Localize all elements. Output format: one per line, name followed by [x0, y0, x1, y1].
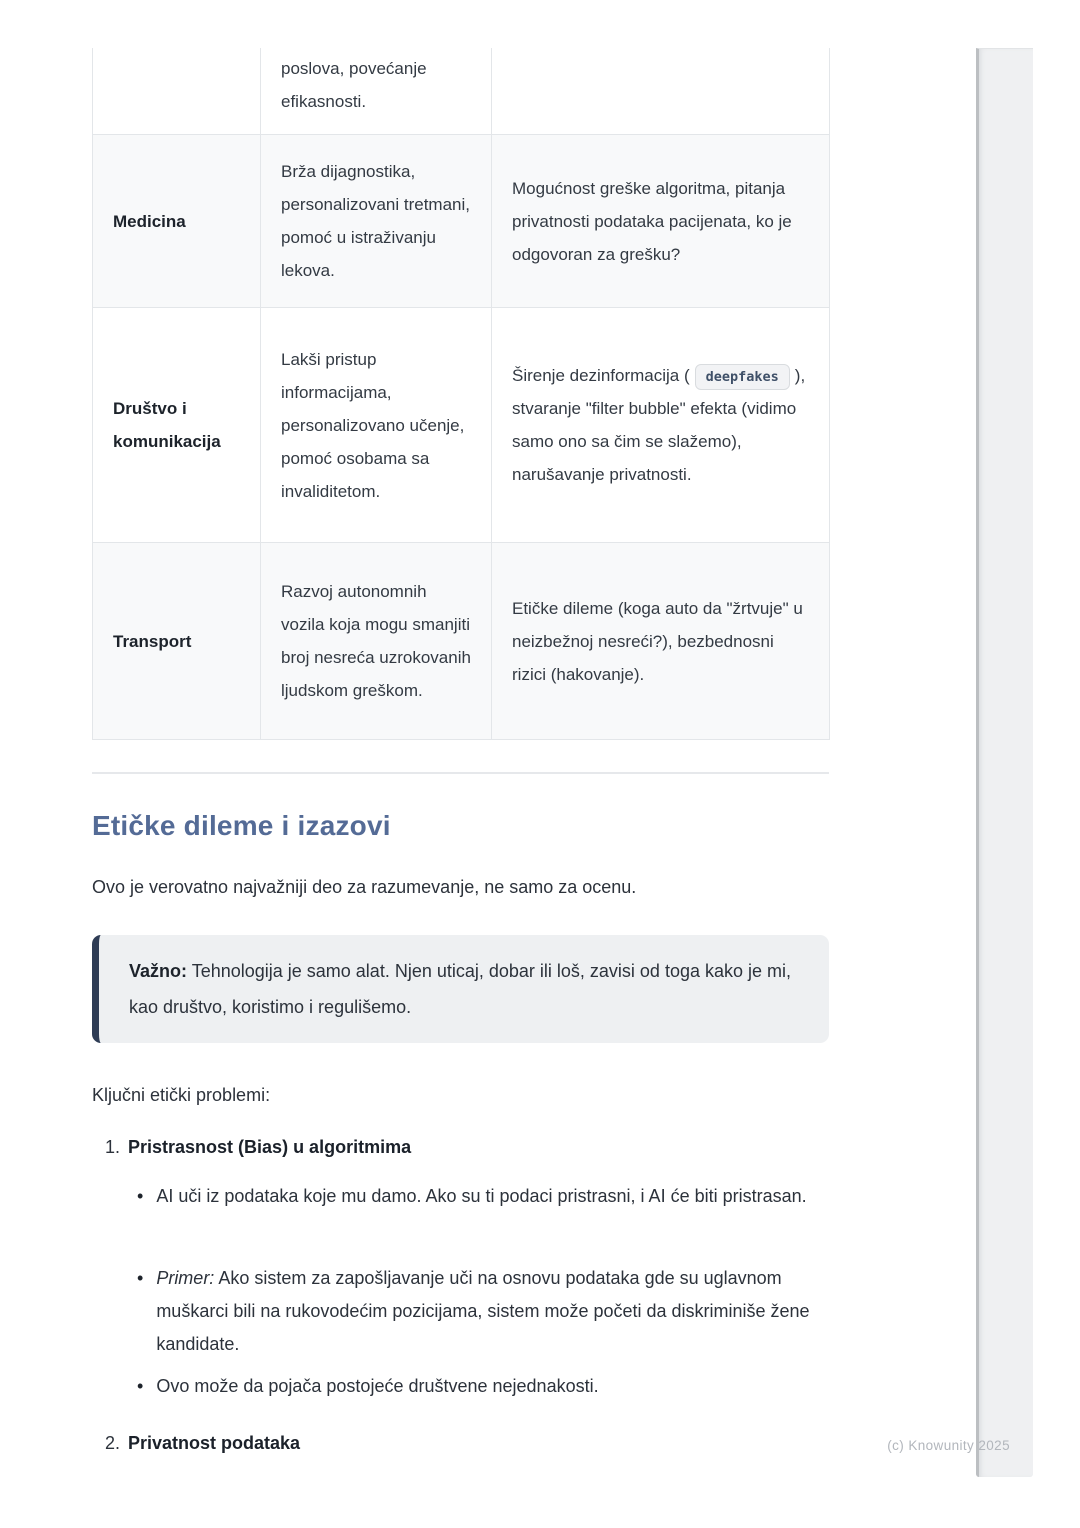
table-row [93, 135, 830, 308]
bullet-icon: • [137, 1186, 144, 1206]
bullet-icon: • [137, 1376, 144, 1396]
list-item [137, 1180, 827, 1213]
table-row [93, 48, 830, 135]
copyright-watermark: (c) Knowunity 2025 [887, 1438, 1010, 1453]
item-title: Privatnost podataka [128, 1433, 301, 1453]
bullet-text [156, 1262, 818, 1361]
bullet-text [156, 1370, 598, 1403]
table-row [93, 308, 830, 543]
table-cell-category: Transport [93, 543, 261, 740]
numbered-item-1 [105, 1132, 845, 1162]
table-cell-risks: Mogućnost greške algoritma, pitanja privatnosti podataka pacijenata, ko je odgovoran za grešku? [492, 135, 830, 308]
inline-code-deepfakes: deepfakes [695, 364, 790, 390]
bullet-lead: Primer: [156, 1268, 215, 1288]
callout-text: Tehnologija je samo alat. Njen uticaj, dobar ili loš, zavisi od toga kako je mi, kao društvo, koristimo i regulišemo. [129, 961, 791, 1017]
item-title: Pristrasnost (Bias) u algoritmima [128, 1137, 412, 1157]
table-cell-risks: Etičke dileme (koga auto da "žrtvuje" u neizbežnoj nesreći?), bezbednosni rizici (hakovanje). [492, 543, 830, 740]
table-cell-category [93, 48, 261, 135]
numbered-item-2 [105, 1428, 845, 1458]
bullet-body: AI uči iz podataka koje mu damo. Ako su ti podaci pristrasni, i AI će biti pristrasan. [156, 1186, 807, 1206]
list-intro: Ključni etički problemi: [92, 1085, 271, 1105]
intro-paragraph: Ovo je verovatno najvažniji deo za razumevanje, ne samo za ocenu. [92, 877, 637, 897]
bullet-text [156, 1180, 806, 1213]
table-cell-category: Medicina [93, 135, 261, 308]
bullet-body: Ako sistem za zapošljavanje uči na osnovu podataka gde su uglavnom muškarci bili na rukovodećim pozicijama, sistem može početi da diskriminiše žene kandidate. [156, 1268, 810, 1354]
section-heading: Etičke dileme i izazovi [92, 810, 391, 841]
important-callout [92, 935, 829, 1043]
ai-impact-table [92, 48, 830, 740]
table-cell-benefits: poslova, povećanje efikasnosti. [261, 48, 492, 135]
table-cell-risks [492, 48, 830, 135]
table-row [93, 543, 830, 740]
table-cell-category: Društvo i komunikacija [93, 308, 261, 543]
bullet-body: Ovo može da pojača postojeće društvene nejednakosti. [156, 1376, 599, 1396]
list-item [137, 1370, 827, 1403]
callout-label: Važno: [129, 961, 188, 981]
risks-text-post: ), stvaranje "filter bubble" efekta (vidimo samo ono sa čim se slažemo), narušavanje privatnosti. [512, 366, 806, 484]
item-number: 1. [105, 1137, 121, 1157]
table-cell-benefits: Lakši pristup informacijama, personalizovano učenje, pomoć osobama sa invaliditetom. [261, 308, 492, 543]
section-divider [92, 772, 829, 774]
bullet-icon: • [137, 1268, 144, 1288]
list-item [137, 1262, 827, 1361]
table-cell-benefits: Razvoj autonomnih vozila koja mogu smanjiti broj nesreća uzrokovanih ljudskom greškom. [261, 543, 492, 740]
item-number: 2. [105, 1433, 121, 1453]
side-page-strip [976, 48, 1033, 1477]
table-cell-benefits: Brža dijagnostika, personalizovani tretmani, pomoć u istraživanju lekova. [261, 135, 492, 308]
risks-text-pre: Širenje dezinformacija ( [512, 366, 690, 385]
table-cell-risks [492, 308, 830, 543]
